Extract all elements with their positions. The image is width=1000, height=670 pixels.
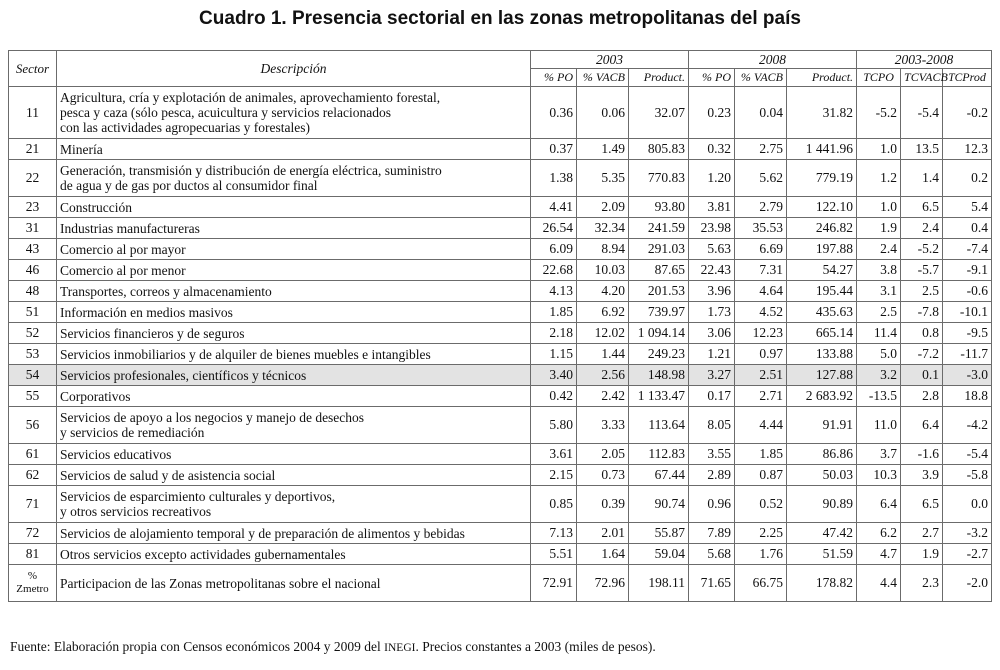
sector-code: 71 (9, 486, 57, 523)
sector-description (57, 344, 531, 365)
table-row (9, 87, 992, 139)
header-descripcion: Descripción (57, 51, 531, 87)
total-cell-prod08: 178.82 (787, 565, 857, 602)
table-row (9, 281, 992, 302)
cell-tcprod: -9.5 (943, 323, 992, 344)
sector-description (57, 87, 531, 139)
cell-prod08: 127.88 (787, 365, 857, 386)
sector-description (57, 365, 531, 386)
description-line: Servicios de salud y de asistencia social (60, 467, 276, 483)
cell-prod03: 93.80 (629, 197, 689, 218)
sector-description (57, 544, 531, 565)
total-sector-line: % (27, 570, 38, 582)
table-row (9, 365, 992, 386)
sector-code: 62 (9, 465, 57, 486)
cell-prod03: 201.53 (629, 281, 689, 302)
cell-tcvacb: 6.5 (901, 486, 943, 523)
cell-po03: 4.41 (531, 197, 577, 218)
source-footnote: Fuente: Elaboración propia con Censos económicos 2004 y 2009 del INEGI. Precios constantes a 2003 (miles de pesos). (10, 639, 656, 654)
cell-po03: 26.54 (531, 218, 577, 239)
sector-code: 22 (9, 160, 57, 197)
sector-description (57, 281, 531, 302)
cell-po08: 0.96 (689, 486, 735, 523)
cell-tcprod: -11.7 (943, 344, 992, 365)
cell-tcpo: 3.7 (857, 444, 901, 465)
description-line: Servicios educativos (60, 446, 172, 462)
cell-tcvacb: 1.9 (901, 544, 943, 565)
cell-prod03: 67.44 (629, 465, 689, 486)
sector-description (57, 323, 531, 344)
cell-prod03: 241.59 (629, 218, 689, 239)
cell-vacb08: 4.52 (735, 302, 787, 323)
cell-vacb08: 0.04 (735, 87, 787, 139)
cell-tcprod: 5.4 (943, 197, 992, 218)
cell-tcprod: -4.2 (943, 407, 992, 444)
cell-tcpo: 3.8 (857, 260, 901, 281)
sector-description (57, 160, 531, 197)
sector-code: 31 (9, 218, 57, 239)
cell-tcpo: 6.2 (857, 523, 901, 544)
total-description: Participacion de las Zonas metropolitanas sobre el nacional (57, 565, 531, 602)
cell-tcvacb: -5.7 (901, 260, 943, 281)
description-line: Información en medios masivos (60, 304, 233, 320)
cell-tcprod: 18.8 (943, 386, 992, 407)
table-row (9, 160, 992, 197)
cell-po08: 1.21 (689, 344, 735, 365)
cell-po08: 3.81 (689, 197, 735, 218)
cell-vacb08: 2.75 (735, 139, 787, 160)
cell-vacb08: 0.97 (735, 344, 787, 365)
cell-vacb03: 32.34 (577, 218, 629, 239)
total-sector-label (9, 565, 57, 602)
description-line: Servicios profesionales, científicos y técnicos (60, 367, 307, 383)
cell-prod03: 1 133.47 (629, 386, 689, 407)
cell-prod03: 55.87 (629, 523, 689, 544)
table-row (9, 386, 992, 407)
table-row (9, 523, 992, 544)
cell-tcprod: 12.3 (943, 139, 992, 160)
cell-prod08: 31.82 (787, 87, 857, 139)
cell-po03: 2.15 (531, 465, 577, 486)
cell-vacb08: 2.51 (735, 365, 787, 386)
cell-prod08: 91.91 (787, 407, 857, 444)
total-cell-vacb08: 66.75 (735, 565, 787, 602)
cell-prod03: 249.23 (629, 344, 689, 365)
cell-po08: 8.05 (689, 407, 735, 444)
sector-description (57, 260, 531, 281)
cell-vacb03: 1.64 (577, 544, 629, 565)
sector-description (57, 444, 531, 465)
description-line: Comercio al por mayor (60, 241, 186, 257)
cell-prod08: 665.14 (787, 323, 857, 344)
header-sector: Sector (9, 51, 57, 87)
cell-tcpo: 4.7 (857, 544, 901, 565)
cell-po08: 1.73 (689, 302, 735, 323)
cell-tcvacb: 2.4 (901, 218, 943, 239)
total-cell-tcprod: -2.0 (943, 565, 992, 602)
sector-code: 54 (9, 365, 57, 386)
cell-tcpo: 2.5 (857, 302, 901, 323)
cell-vacb08: 4.64 (735, 281, 787, 302)
description-line: Minería (60, 141, 103, 157)
cell-prod08: 197.88 (787, 239, 857, 260)
cell-tcvacb: 13.5 (901, 139, 943, 160)
cell-vacb03: 12.02 (577, 323, 629, 344)
cell-tcvacb: 6.4 (901, 407, 943, 444)
cell-po03: 22.68 (531, 260, 577, 281)
cell-prod03: 148.98 (629, 365, 689, 386)
cell-vacb08: 6.69 (735, 239, 787, 260)
data-table (8, 50, 992, 602)
cell-tcpo: 5.0 (857, 344, 901, 365)
cell-prod08: 50.03 (787, 465, 857, 486)
header-po-2003: % PO (531, 69, 577, 87)
cell-po08: 3.27 (689, 365, 735, 386)
header-2003: 2003 (531, 51, 689, 69)
cell-prod08: 90.89 (787, 486, 857, 523)
cell-po03: 1.38 (531, 160, 577, 197)
cell-vacb03: 4.20 (577, 281, 629, 302)
cell-po08: 23.98 (689, 218, 735, 239)
cell-vacb03: 10.03 (577, 260, 629, 281)
cell-prod03: 770.83 (629, 160, 689, 197)
total-cell-po08: 71.65 (689, 565, 735, 602)
cell-po08: 0.32 (689, 139, 735, 160)
cell-vacb08: 2.79 (735, 197, 787, 218)
cell-po08: 22.43 (689, 260, 735, 281)
cell-po08: 3.96 (689, 281, 735, 302)
cell-po03: 6.09 (531, 239, 577, 260)
sector-code: 21 (9, 139, 57, 160)
description-line: Servicios financieros y de seguros (60, 325, 245, 341)
table-row (9, 260, 992, 281)
sector-description (57, 139, 531, 160)
cell-prod03: 59.04 (629, 544, 689, 565)
header-2008: 2008 (689, 51, 857, 69)
cell-prod03: 112.83 (629, 444, 689, 465)
cell-vacb08: 2.71 (735, 386, 787, 407)
cell-po08: 5.68 (689, 544, 735, 565)
cell-tcvacb: 2.8 (901, 386, 943, 407)
cell-po08: 5.63 (689, 239, 735, 260)
cell-vacb08: 4.44 (735, 407, 787, 444)
cell-prod03: 32.07 (629, 87, 689, 139)
cell-tcvacb: 6.5 (901, 197, 943, 218)
sector-code: 11 (9, 87, 57, 139)
cell-tcvacb: 3.9 (901, 465, 943, 486)
cell-tcvacb: 2.5 (901, 281, 943, 302)
sector-code: 81 (9, 544, 57, 565)
header-vacb-2008: % VACB (735, 69, 787, 87)
cell-tcvacb: 0.8 (901, 323, 943, 344)
cell-vacb03: 8.94 (577, 239, 629, 260)
description-line: Generación, transmisión y distribución de energía eléctrica, suministro (60, 163, 442, 178)
total-cell-vacb03: 72.96 (577, 565, 629, 602)
cell-vacb03: 0.06 (577, 87, 629, 139)
sector-description (57, 486, 531, 523)
cell-vacb03: 2.01 (577, 523, 629, 544)
cell-vacb03: 0.73 (577, 465, 629, 486)
cell-tcvacb: 2.7 (901, 523, 943, 544)
cell-tcpo: 1.2 (857, 160, 901, 197)
description-line: Servicios de alojamiento temporal y de preparación de alimentos y bebidas (60, 525, 465, 541)
cell-tcpo: -5.2 (857, 87, 901, 139)
table-row (9, 197, 992, 218)
cell-prod08: 51.59 (787, 544, 857, 565)
table-row (9, 344, 992, 365)
sector-code: 52 (9, 323, 57, 344)
sector-code: 61 (9, 444, 57, 465)
sector-code: 55 (9, 386, 57, 407)
cell-prod03: 291.03 (629, 239, 689, 260)
cell-vacb03: 1.44 (577, 344, 629, 365)
total-row (9, 565, 992, 602)
cell-prod03: 1 094.14 (629, 323, 689, 344)
cell-tcprod: -0.6 (943, 281, 992, 302)
cell-prod03: 113.64 (629, 407, 689, 444)
sector-code: 46 (9, 260, 57, 281)
cell-prod08: 47.42 (787, 523, 857, 544)
cell-tcprod: -0.2 (943, 87, 992, 139)
cell-prod08: 54.27 (787, 260, 857, 281)
sector-description (57, 218, 531, 239)
description-line: Corporativos (60, 388, 131, 404)
table-row (9, 544, 992, 565)
cell-po08: 7.89 (689, 523, 735, 544)
total-cell-tcvacb: 2.3 (901, 565, 943, 602)
cell-tcprod: 0.4 (943, 218, 992, 239)
cell-vacb03: 2.09 (577, 197, 629, 218)
description-line: Servicios de esparcimiento culturales y deportivos, (60, 489, 336, 504)
table-row (9, 444, 992, 465)
description-line: Servicios de apoyo a los negocios y manejo de desechos (60, 410, 365, 425)
cell-vacb03: 0.39 (577, 486, 629, 523)
cell-vacb03: 6.92 (577, 302, 629, 323)
cell-vacb08: 2.25 (735, 523, 787, 544)
description-line: Comercio al por menor (60, 262, 186, 278)
cell-po08: 0.23 (689, 87, 735, 139)
cell-tcprod: -3.2 (943, 523, 992, 544)
header-2003-2008: 2003-2008 (857, 51, 992, 69)
cell-vacb08: 35.53 (735, 218, 787, 239)
sector-description (57, 197, 531, 218)
cell-prod08: 86.86 (787, 444, 857, 465)
cell-prod08: 133.88 (787, 344, 857, 365)
cell-po03: 5.80 (531, 407, 577, 444)
sector-code: 43 (9, 239, 57, 260)
sector-code: 56 (9, 407, 57, 444)
cell-tcprod: -7.4 (943, 239, 992, 260)
cell-prod08: 2 683.92 (787, 386, 857, 407)
header-tcvacb: TCVACB (901, 69, 943, 87)
cell-tcpo: 1.9 (857, 218, 901, 239)
cell-po08: 3.06 (689, 323, 735, 344)
cell-tcpo: 6.4 (857, 486, 901, 523)
description-line: pesca y caza (sólo pesca, acuicultura y servicios relacionados (60, 105, 391, 120)
cell-po03: 0.37 (531, 139, 577, 160)
description-line: de agua y de gas por ductos al consumidor final (60, 178, 318, 193)
table-row (9, 239, 992, 260)
cell-tcprod: 0.2 (943, 160, 992, 197)
description-line: Agricultura, cría y explotación de animales, aprovechamiento forestal, (60, 90, 441, 105)
sector-code: 51 (9, 302, 57, 323)
cell-vacb03: 5.35 (577, 160, 629, 197)
header-product-2008: Product. (787, 69, 857, 87)
cell-prod03: 739.97 (629, 302, 689, 323)
cell-tcprod: -5.4 (943, 444, 992, 465)
cell-po03: 3.40 (531, 365, 577, 386)
description-line: y otros servicios recreativos (60, 504, 212, 519)
cell-po03: 0.42 (531, 386, 577, 407)
sector-description (57, 386, 531, 407)
cell-tcpo: 3.2 (857, 365, 901, 386)
total-cell-prod03: 198.11 (629, 565, 689, 602)
cell-prod03: 87.65 (629, 260, 689, 281)
table-row (9, 139, 992, 160)
header-product-2003: Product. (629, 69, 689, 87)
cell-tcpo: 11.4 (857, 323, 901, 344)
cell-prod08: 1 441.96 (787, 139, 857, 160)
cell-tcpo: 2.4 (857, 239, 901, 260)
table-row (9, 323, 992, 344)
cell-tcprod: -3.0 (943, 365, 992, 386)
cell-prod08: 195.44 (787, 281, 857, 302)
sector-code: 53 (9, 344, 57, 365)
cell-po03: 5.51 (531, 544, 577, 565)
cell-tcvacb: -7.8 (901, 302, 943, 323)
cell-vacb03: 2.56 (577, 365, 629, 386)
cell-tcvacb: 1.4 (901, 160, 943, 197)
cell-po03: 0.85 (531, 486, 577, 523)
sector-code: 48 (9, 281, 57, 302)
total-cell-po03: 72.91 (531, 565, 577, 602)
sector-description (57, 407, 531, 444)
cell-vacb03: 3.33 (577, 407, 629, 444)
cell-tcvacb: -5.2 (901, 239, 943, 260)
header-tcprod: TCProd (943, 69, 992, 87)
cell-tcprod: 0.0 (943, 486, 992, 523)
cell-prod08: 435.63 (787, 302, 857, 323)
cell-vacb08: 7.31 (735, 260, 787, 281)
cell-tcpo: -13.5 (857, 386, 901, 407)
cell-po08: 0.17 (689, 386, 735, 407)
cell-prod03: 90.74 (629, 486, 689, 523)
total-cell-tcpo: 4.4 (857, 565, 901, 602)
table-row (9, 302, 992, 323)
cell-po08: 3.55 (689, 444, 735, 465)
cell-tcvacb: -5.4 (901, 87, 943, 139)
sector-description (57, 302, 531, 323)
cell-po03: 2.18 (531, 323, 577, 344)
description-line: Servicios inmobiliarios y de alquiler de bienes muebles e intangibles (60, 346, 431, 362)
cell-tcprod: -9.1 (943, 260, 992, 281)
cell-vacb08: 1.85 (735, 444, 787, 465)
cell-tcprod: -2.7 (943, 544, 992, 565)
cell-vacb08: 5.62 (735, 160, 787, 197)
cell-po03: 1.85 (531, 302, 577, 323)
sector-description (57, 523, 531, 544)
cell-po08: 1.20 (689, 160, 735, 197)
cell-tcprod: -5.8 (943, 465, 992, 486)
description-line: Transportes, correos y almacenamiento (60, 283, 272, 299)
header-vacb-2003: % VACB (577, 69, 629, 87)
cell-prod08: 246.82 (787, 218, 857, 239)
cell-vacb08: 0.87 (735, 465, 787, 486)
cell-po03: 3.61 (531, 444, 577, 465)
sector-description (57, 239, 531, 260)
table-row (9, 486, 992, 523)
cell-tcpo: 3.1 (857, 281, 901, 302)
cell-vacb03: 1.49 (577, 139, 629, 160)
header-po-2008: % PO (689, 69, 735, 87)
cell-po03: 1.15 (531, 344, 577, 365)
cell-tcpo: 1.0 (857, 197, 901, 218)
description-line: y servicios de remediación (60, 425, 205, 440)
cell-po03: 0.36 (531, 87, 577, 139)
cell-prod03: 805.83 (629, 139, 689, 160)
cell-tcpo: 11.0 (857, 407, 901, 444)
cell-prod08: 122.10 (787, 197, 857, 218)
table-row (9, 407, 992, 444)
cell-prod08: 779.19 (787, 160, 857, 197)
description-line: Industrias manufactureras (60, 220, 200, 236)
cell-tcvacb: 0.1 (901, 365, 943, 386)
cell-vacb08: 1.76 (735, 544, 787, 565)
table-body (9, 87, 992, 602)
cell-vacb08: 0.52 (735, 486, 787, 523)
cell-po08: 2.89 (689, 465, 735, 486)
description-line: Otros servicios excepto actividades gubernamentales (60, 546, 346, 562)
table-row (9, 218, 992, 239)
cell-vacb08: 12.23 (735, 323, 787, 344)
cell-po03: 4.13 (531, 281, 577, 302)
table-row (9, 465, 992, 486)
cell-tcprod: -10.1 (943, 302, 992, 323)
description-line: con las actividades agropecuarias y forestales) (60, 120, 311, 135)
sector-code: 72 (9, 523, 57, 544)
header-tcpo: TCPO (857, 69, 901, 87)
total-sector-line: Zmetro (16, 583, 49, 595)
description-line: Construcción (60, 199, 132, 215)
cell-tcpo: 10.3 (857, 465, 901, 486)
table-title: Cuadro 1. Presencia sectorial en las zonas metropolitanas del país (199, 8, 801, 29)
cell-vacb03: 2.42 (577, 386, 629, 407)
cell-tcpo: 1.0 (857, 139, 901, 160)
cell-vacb03: 2.05 (577, 444, 629, 465)
cell-po03: 7.13 (531, 523, 577, 544)
cell-tcvacb: -7.2 (901, 344, 943, 365)
sector-code: 23 (9, 197, 57, 218)
cell-tcvacb: -1.6 (901, 444, 943, 465)
sector-description (57, 465, 531, 486)
